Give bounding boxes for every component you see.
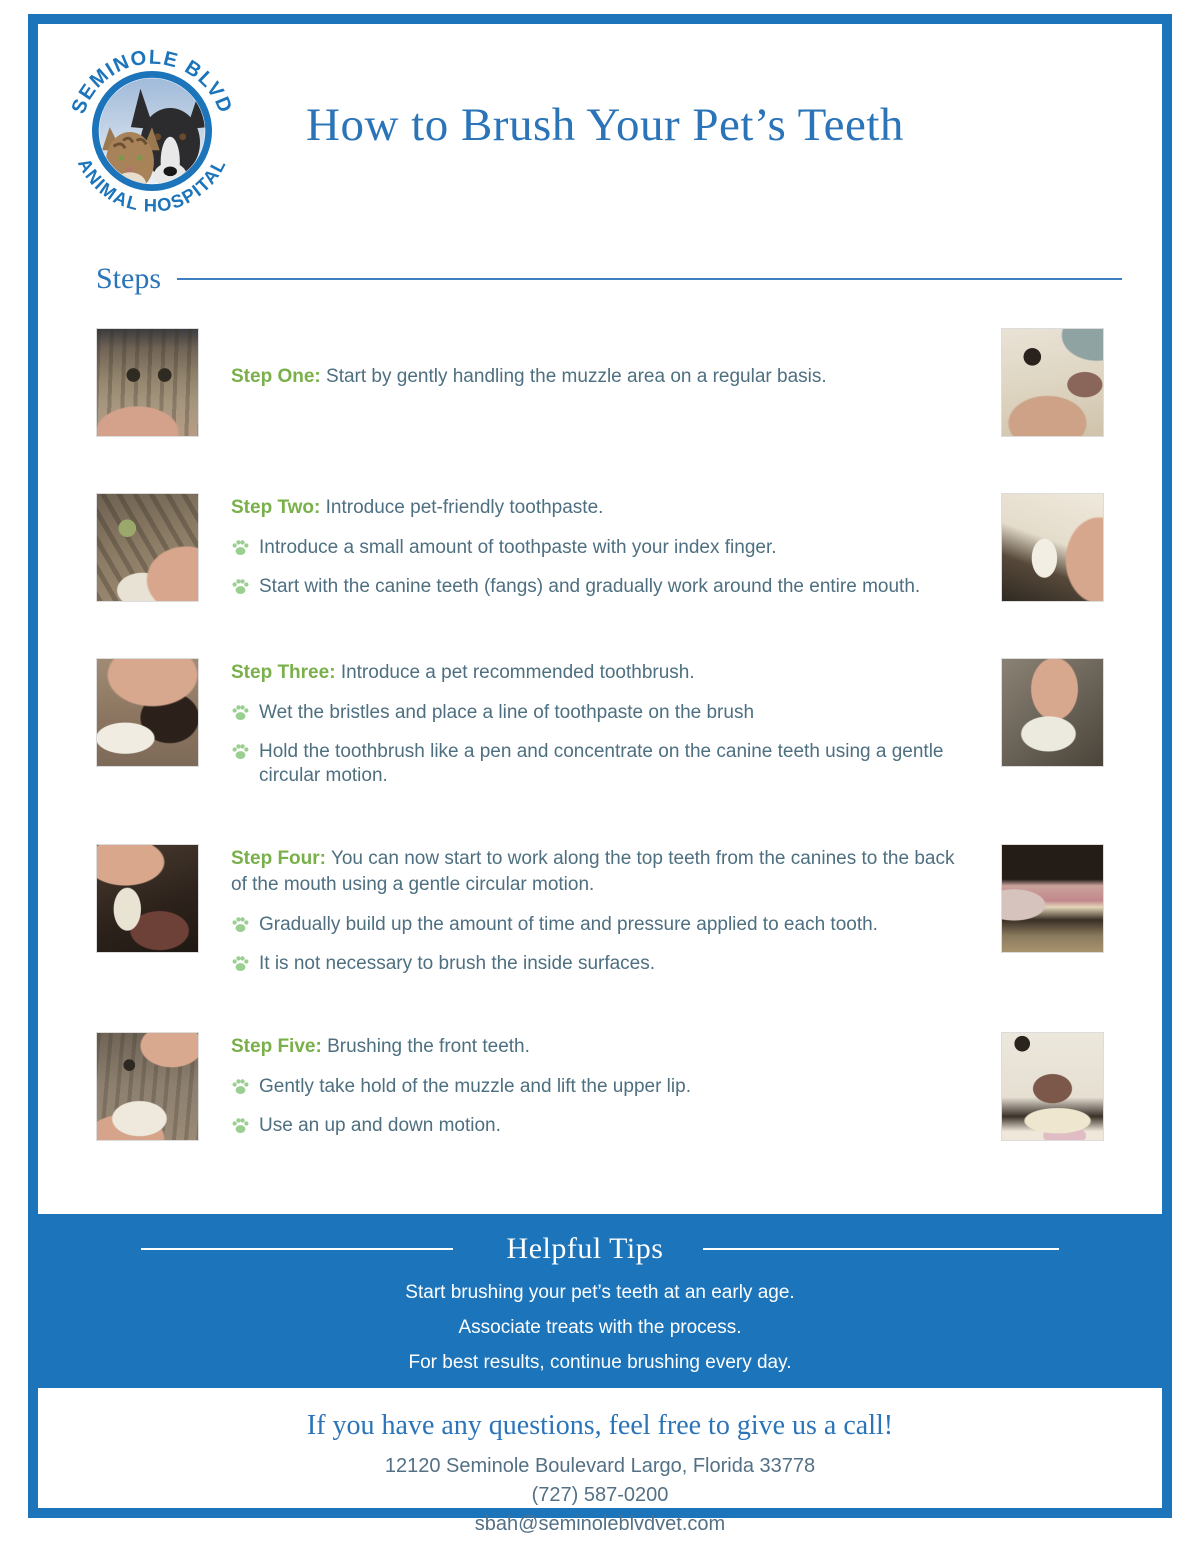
step5-text	[231, 1034, 973, 1141]
steps-heading: Steps	[96, 262, 162, 295]
step4-description: You can now start to work along the top teeth from the canines to the back of the mouth using a gentle circular motion.	[231, 848, 955, 895]
footer-email: sbah@seminoleblvdvet.com	[474, 1513, 726, 1535]
step4-text	[231, 846, 973, 976]
page-title: How to Brush Your Pet’s Teeth	[306, 99, 904, 151]
footer-headline: If you have any questions, feel free to give us a call!	[306, 1410, 894, 1441]
tips-divider-right	[703, 1248, 1059, 1250]
step4-label: Step Four:	[231, 848, 326, 869]
bullet-item: Gently take hold of the muzzle and lift the upper lip.	[231, 1075, 973, 1099]
step1-text	[231, 364, 973, 437]
bullet-item: Wet the bristles and place a line of toothpaste on the brush	[231, 701, 973, 725]
step3-dog-photo	[1001, 658, 1104, 767]
bullet-item: It is not necessary to brush the inside surfaces.	[231, 952, 973, 976]
step-row-5	[38, 1032, 1162, 1141]
step2-label: Step Two:	[231, 497, 321, 518]
step3-text	[231, 660, 973, 788]
paw-bullet-icon	[231, 954, 250, 973]
step2-dog-photo	[1001, 493, 1104, 602]
tips-divider-left	[141, 1248, 453, 1250]
paw-bullet-icon	[231, 577, 250, 596]
footer-address: 12120 Seminole Boulevard Largo, Florida 33778	[384, 1455, 816, 1477]
paw-bullet-icon	[231, 915, 250, 934]
step5-label: Step Five:	[231, 1036, 322, 1057]
step1-dog-photo	[1001, 328, 1104, 437]
bullet-item: Start with the canine teeth (fangs) and gradually work around the entire mouth.	[231, 575, 973, 599]
footer	[38, 1410, 1162, 1554]
tip-item: Associate treats with the process.	[458, 1317, 742, 1338]
step5-dog-photo	[1001, 1032, 1104, 1141]
step2-description: Introduce pet-friendly toothpaste.	[325, 497, 604, 518]
step1-label: Step One:	[231, 366, 321, 387]
step-row-1	[38, 328, 1162, 437]
step3-cat-photo	[96, 658, 199, 767]
tip-item: For best results, continue brushing every day.	[408, 1352, 792, 1373]
paw-bullet-icon	[231, 1116, 250, 1135]
step5-description: Brushing the front teeth.	[327, 1036, 530, 1057]
paw-bullet-icon	[231, 703, 250, 722]
bullet-item: Hold the toothbrush like a pen and concentrate on the canine teeth using a gentle circular motion.	[231, 740, 973, 788]
bullet-item: Use an up and down motion.	[231, 1114, 973, 1138]
step3-label: Step Three:	[231, 662, 336, 683]
step-row-2	[38, 493, 1162, 602]
step3-description: Introduce a pet recommended toothbrush.	[340, 662, 695, 683]
steps-divider	[177, 278, 1122, 280]
step1-description: Start by gently handling the muzzle area on a regular basis.	[326, 366, 827, 387]
footer-phone: (727) 587-0200	[531, 1484, 669, 1506]
step1-cat-photo	[96, 328, 199, 437]
logo-arc-bottom-text: ANIMAL HOSPITAL	[73, 154, 230, 216]
step2-cat-photo	[96, 493, 199, 602]
helpful-tips-band	[38, 1214, 1162, 1388]
step-row-4	[38, 844, 1162, 976]
step2-text	[231, 495, 973, 602]
step4-dog-photo	[1001, 844, 1104, 953]
step4-cat-photo	[96, 844, 199, 953]
paw-bullet-icon	[231, 742, 250, 761]
paw-bullet-icon	[231, 1077, 250, 1096]
bullet-item: Gradually build up the amount of time and pressure applied to each tooth.	[231, 913, 973, 937]
step-row-3	[38, 658, 1162, 788]
step5-cat-photo	[96, 1032, 199, 1141]
page-frame	[28, 14, 1172, 1535]
clinic-logo	[56, 32, 248, 230]
tip-item: Start brushing your pet’s teeth at an early age.	[405, 1282, 795, 1303]
helpful-tips-heading: Helpful Tips	[506, 1232, 664, 1265]
steps-section	[38, 262, 1162, 1214]
logo-arc-top-text: SEMINOLE BLVD	[67, 46, 237, 117]
bullet-item: Introduce a small amount of toothpaste with your index finger.	[231, 536, 973, 560]
paw-bullet-icon	[231, 538, 250, 557]
page-header	[38, 24, 1162, 236]
